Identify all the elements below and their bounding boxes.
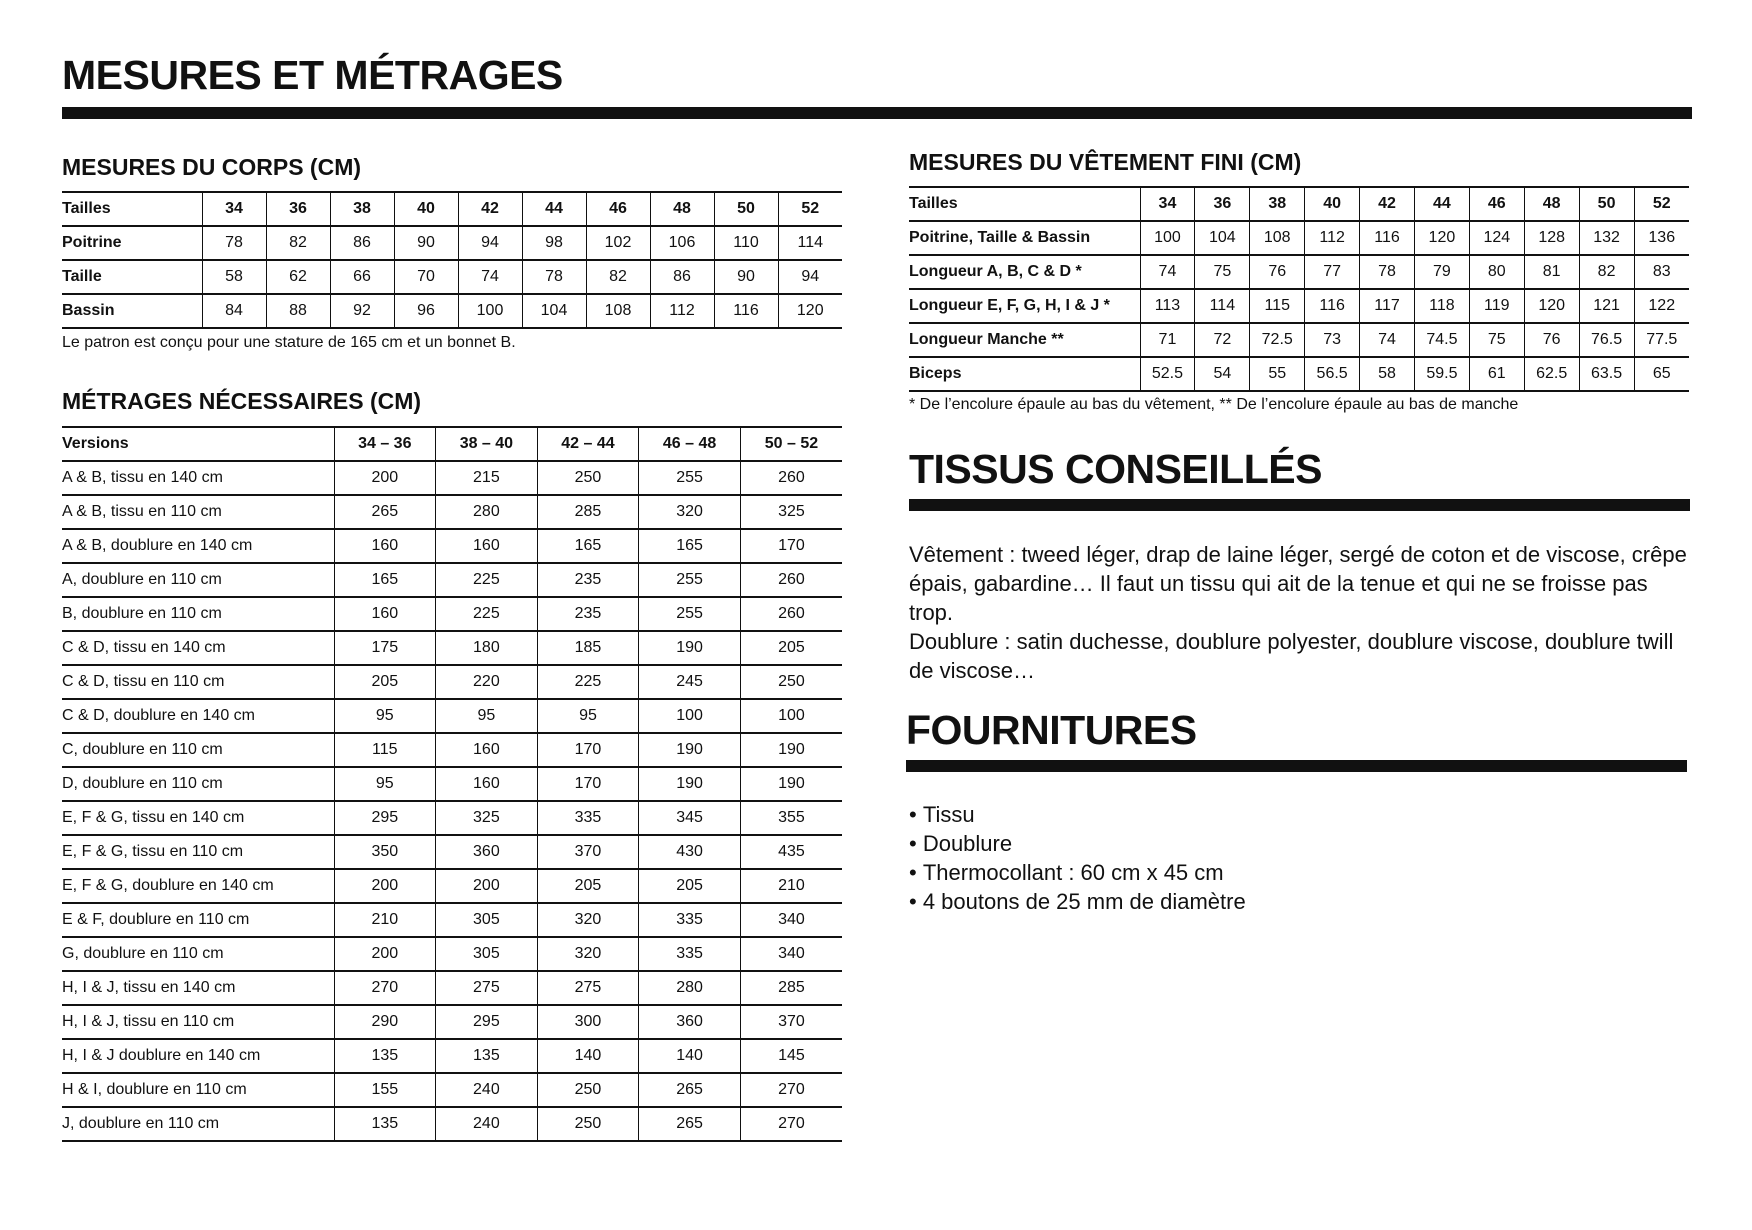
table-cell: 95 [334,767,436,801]
row-label: Longueur Manche ** [909,323,1140,357]
header-cell: 38 [1250,187,1305,221]
table-cell: 165 [334,563,436,597]
table-cell: 205 [334,665,436,699]
table-cell: 170 [740,529,842,563]
table-cell: 120 [778,294,842,328]
table-row [62,665,842,699]
table-cell: 265 [639,1073,741,1107]
table-cell: 325 [740,495,842,529]
table-cell: 250 [740,665,842,699]
table-cell: 360 [436,835,538,869]
table-cell: 119 [1469,289,1524,323]
table-cell: 58 [202,260,266,294]
table-cell: 200 [334,461,436,495]
table-cell: 113 [1140,289,1195,323]
fabrics-title: TISSUS CONSEILLÉS [909,446,1322,492]
table-cell: 77.5 [1634,323,1689,357]
table-cell: 71 [1140,323,1195,357]
table-cell: 106 [650,226,714,260]
table-cell: 76 [1524,323,1579,357]
table-cell: 205 [537,869,639,903]
supply-item: • 4 boutons de 25 mm de diamètre [909,887,1246,916]
table-cell: 275 [537,971,639,1005]
table-cell: 80 [1469,255,1524,289]
row-label: E, F & G, tissu en 110 cm [62,835,334,869]
table-cell: 135 [436,1039,538,1073]
table-cell: 240 [436,1073,538,1107]
row-label: Bassin [62,294,202,328]
table-cell: 170 [537,733,639,767]
header-label: Versions [62,427,334,461]
table-cell: 82 [1579,255,1634,289]
table-cell: 245 [639,665,741,699]
table-cell: 335 [537,801,639,835]
table-cell: 250 [537,1073,639,1107]
table-cell: 77 [1305,255,1360,289]
table-cell: 79 [1414,255,1469,289]
yardage-table [62,426,842,1142]
table-cell: 345 [639,801,741,835]
table-cell: 135 [334,1107,436,1141]
header-cell: 50 [714,192,778,226]
fabrics-rule [909,499,1690,511]
body-measurements-table [62,191,842,329]
header-cell: 52 [1634,187,1689,221]
header-cell: 38 [330,192,394,226]
table-cell: 225 [436,597,538,631]
supplies-rule [906,760,1687,772]
table-cell: 136 [1634,221,1689,255]
table-cell: 300 [537,1005,639,1039]
table-cell: 95 [334,699,436,733]
table-cell: 265 [334,495,436,529]
table-cell: 120 [1414,221,1469,255]
table-cell: 120 [1524,289,1579,323]
row-label: H, I & J doublure en 140 cm [62,1039,334,1073]
table-cell: 370 [537,835,639,869]
row-label: E & F, doublure en 110 cm [62,903,334,937]
table-cell: 95 [436,699,538,733]
supplies-title: FOURNITURES [906,707,1197,753]
table-cell: 225 [537,665,639,699]
garment-measurements-note: * De l’encolure épaule au bas du vêtement, ** De l’encolure épaule au bas de manche [909,396,1519,413]
table-cell: 70 [394,260,458,294]
supplies-list [909,800,1246,916]
header-cell: 46 [1469,187,1524,221]
table-row [909,289,1689,323]
table-cell: 86 [650,260,714,294]
table-cell: 260 [740,461,842,495]
table-cell: 355 [740,801,842,835]
table-cell: 260 [740,597,842,631]
header-cell: 36 [266,192,330,226]
row-label: C & D, doublure en 140 cm [62,699,334,733]
table-row [62,869,842,903]
table-cell: 72.5 [1250,323,1305,357]
table-cell: 132 [1579,221,1634,255]
row-label: G, doublure en 110 cm [62,937,334,971]
table-row [62,1005,842,1039]
table-row [62,226,842,260]
table-cell: 115 [334,733,436,767]
table-cell: 270 [740,1107,842,1141]
table-cell: 250 [537,1107,639,1141]
header-cell: 34 [1140,187,1195,221]
table-cell: 335 [639,937,741,971]
table-cell: 235 [537,597,639,631]
table-cell: 100 [639,699,741,733]
row-label: Longueur A, B, C & D * [909,255,1140,289]
table-cell: 295 [436,1005,538,1039]
table-row [909,323,1689,357]
row-label: A & B, doublure en 140 cm [62,529,334,563]
table-cell: 74 [1360,323,1415,357]
table-cell: 114 [1195,289,1250,323]
table-cell: 81 [1524,255,1579,289]
table-cell: 190 [639,733,741,767]
header-cell: 42 [1360,187,1415,221]
header-cell: 34 [202,192,266,226]
table-row [62,529,842,563]
table-cell: 74 [1140,255,1195,289]
table-cell: 76.5 [1579,323,1634,357]
table-row [62,563,842,597]
row-label: A & B, tissu en 110 cm [62,495,334,529]
table-cell: 430 [639,835,741,869]
table-cell: 98 [522,226,586,260]
table-cell: 55 [1250,357,1305,391]
table-row [62,801,842,835]
table-row [62,699,842,733]
header-cell: 40 [1305,187,1360,221]
garment-measurements-table [909,186,1689,392]
yardage-title: MÉTRAGES NÉCESSAIRES (CM) [62,388,422,414]
table-cell: 73 [1305,323,1360,357]
supply-item: • Doublure [909,829,1246,858]
table-cell: 360 [639,1005,741,1039]
table-cell: 100 [1140,221,1195,255]
table-row [62,835,842,869]
row-label: A, doublure en 110 cm [62,563,334,597]
table-row [62,495,842,529]
table-cell: 185 [537,631,639,665]
table-cell: 250 [537,461,639,495]
row-label: C, doublure en 110 cm [62,733,334,767]
table-cell: 104 [1195,221,1250,255]
table-header-row [62,427,842,461]
body-measurements-title: MESURES DU CORPS (CM) [62,154,362,180]
table-cell: 205 [740,631,842,665]
table-cell: 160 [436,767,538,801]
table-cell: 285 [740,971,842,1005]
table-cell: 82 [266,226,330,260]
table-cell: 255 [639,563,741,597]
table-cell: 190 [639,767,741,801]
table-cell: 63.5 [1579,357,1634,391]
table-cell: 160 [436,733,538,767]
table-cell: 86 [330,226,394,260]
table-cell: 165 [537,529,639,563]
table-cell: 124 [1469,221,1524,255]
table-header-row [909,187,1689,221]
fabrics-lining-text: Doublure : satin duchesse, doublure polyester, doublure viscose, doublure twill de viscose… [909,629,1674,683]
table-cell: 340 [740,903,842,937]
table-cell: 112 [1305,221,1360,255]
table-row [909,255,1689,289]
supply-item: • Thermocollant : 60 cm x 45 cm [909,858,1246,887]
table-cell: 83 [1634,255,1689,289]
fabrics-text [909,540,1689,685]
header-cell: 40 [394,192,458,226]
table-row [62,1039,842,1073]
table-cell: 52.5 [1140,357,1195,391]
row-label: D, doublure en 110 cm [62,767,334,801]
table-header-row [62,192,842,226]
table-cell: 270 [740,1073,842,1107]
header-cell: 36 [1195,187,1250,221]
table-cell: 200 [436,869,538,903]
table-cell: 220 [436,665,538,699]
table-row [62,767,842,801]
table-cell: 74 [458,260,522,294]
table-cell: 225 [436,563,538,597]
table-cell: 255 [639,461,741,495]
row-label: B, doublure en 110 cm [62,597,334,631]
table-cell: 110 [714,226,778,260]
header-cell: 38 – 40 [436,427,538,461]
garment-measurements-title: MESURES DU VÊTEMENT FINI (CM) [909,149,1302,175]
table-cell: 66 [330,260,394,294]
table-cell: 260 [740,563,842,597]
table-cell: 215 [436,461,538,495]
row-label: E, F & G, doublure en 140 cm [62,869,334,903]
header-cell: 48 [1524,187,1579,221]
table-cell: 235 [537,563,639,597]
header-cell: 34 – 36 [334,427,436,461]
table-cell: 165 [639,529,741,563]
table-cell: 75 [1469,323,1524,357]
table-cell: 305 [436,937,538,971]
body-measurements-note: Le patron est conçu pour une stature de 165 cm et un bonnet B. [62,334,516,351]
header-label: Tailles [909,187,1140,221]
table-cell: 435 [740,835,842,869]
table-cell: 108 [586,294,650,328]
header-cell: 52 [778,192,842,226]
supply-item: • Tissu [909,800,1246,829]
table-cell: 62.5 [1524,357,1579,391]
table-cell: 240 [436,1107,538,1141]
table-cell: 96 [394,294,458,328]
header-cell: 44 [1414,187,1469,221]
table-row [62,1073,842,1107]
table-cell: 175 [334,631,436,665]
table-cell: 95 [537,699,639,733]
table-cell: 155 [334,1073,436,1107]
header-cell: 42 – 44 [537,427,639,461]
table-cell: 84 [202,294,266,328]
table-cell: 94 [778,260,842,294]
table-cell: 160 [334,597,436,631]
table-cell: 76 [1250,255,1305,289]
table-cell: 335 [639,903,741,937]
header-cell: 48 [650,192,714,226]
table-row [62,631,842,665]
table-cell: 320 [537,937,639,971]
table-cell: 160 [436,529,538,563]
fabrics-garment-text: Vêtement : tweed léger, drap de laine léger, sergé de coton et de viscose, crêpe épais, gabardine… Il faut un tissu qui ait de la tenue et qui ne se froisse pas trop. [909,542,1687,625]
row-label: A & B, tissu en 140 cm [62,461,334,495]
table-cell: 210 [740,869,842,903]
table-cell: 270 [334,971,436,1005]
table-row [62,597,842,631]
table-cell: 190 [740,767,842,801]
row-label: Longueur E, F, G, H, I & J * [909,289,1140,323]
table-cell: 112 [650,294,714,328]
table-cell: 59.5 [1414,357,1469,391]
table-cell: 100 [740,699,842,733]
table-cell: 295 [334,801,436,835]
header-cell: 50 [1579,187,1634,221]
table-cell: 200 [334,937,436,971]
table-cell: 116 [1360,221,1415,255]
header-label: Tailles [62,192,202,226]
table-row [62,1107,842,1141]
table-cell: 104 [522,294,586,328]
row-label: Poitrine [62,226,202,260]
table-cell: 190 [740,733,842,767]
table-cell: 340 [740,937,842,971]
table-cell: 135 [334,1039,436,1073]
table-cell: 121 [1579,289,1634,323]
row-label: C & D, tissu en 140 cm [62,631,334,665]
table-cell: 102 [586,226,650,260]
table-cell: 54 [1195,357,1250,391]
table-cell: 128 [1524,221,1579,255]
table-row [62,971,842,1005]
table-cell: 140 [537,1039,639,1073]
table-cell: 118 [1414,289,1469,323]
row-label: Poitrine, Taille & Bassin [909,221,1140,255]
table-cell: 320 [537,903,639,937]
title-rule [62,107,1692,119]
table-cell: 90 [714,260,778,294]
table-cell: 108 [1250,221,1305,255]
table-cell: 116 [714,294,778,328]
table-cell: 325 [436,801,538,835]
table-cell: 280 [639,971,741,1005]
table-cell: 350 [334,835,436,869]
row-label: J, doublure en 110 cm [62,1107,334,1141]
table-cell: 78 [522,260,586,294]
table-cell: 145 [740,1039,842,1073]
table-cell: 117 [1360,289,1415,323]
table-cell: 305 [436,903,538,937]
table-row [62,260,842,294]
table-cell: 92 [330,294,394,328]
table-cell: 61 [1469,357,1524,391]
header-cell: 46 [586,192,650,226]
table-cell: 265 [639,1107,741,1141]
table-cell: 65 [1634,357,1689,391]
table-row [62,937,842,971]
table-cell: 255 [639,597,741,631]
table-cell: 78 [202,226,266,260]
row-label: Taille [62,260,202,294]
table-cell: 75 [1195,255,1250,289]
table-cell: 94 [458,226,522,260]
row-label: H, I & J, tissu en 110 cm [62,1005,334,1039]
table-cell: 180 [436,631,538,665]
table-cell: 170 [537,767,639,801]
table-cell: 370 [740,1005,842,1039]
header-cell: 44 [522,192,586,226]
table-cell: 280 [436,495,538,529]
header-cell: 46 – 48 [639,427,741,461]
table-cell: 62 [266,260,330,294]
table-row [62,903,842,937]
table-row [62,461,842,495]
table-row [909,221,1689,255]
row-label: H & I, doublure en 110 cm [62,1073,334,1107]
table-row [909,357,1689,391]
table-cell: 116 [1305,289,1360,323]
header-cell: 42 [458,192,522,226]
table-cell: 285 [537,495,639,529]
table-cell: 100 [458,294,522,328]
table-cell: 190 [639,631,741,665]
page-title: MESURES ET MÉTRAGES [62,52,563,98]
table-row [62,294,842,328]
table-cell: 90 [394,226,458,260]
header-cell: 50 – 52 [740,427,842,461]
table-row [62,733,842,767]
table-cell: 320 [639,495,741,529]
table-cell: 275 [436,971,538,1005]
table-cell: 200 [334,869,436,903]
table-cell: 160 [334,529,436,563]
table-cell: 210 [334,903,436,937]
row-label: Biceps [909,357,1140,391]
table-cell: 56.5 [1305,357,1360,391]
table-cell: 114 [778,226,842,260]
table-cell: 58 [1360,357,1415,391]
row-label: E, F & G, tissu en 140 cm [62,801,334,835]
table-cell: 82 [586,260,650,294]
table-cell: 78 [1360,255,1415,289]
table-cell: 115 [1250,289,1305,323]
row-label: H, I & J, tissu en 140 cm [62,971,334,1005]
table-cell: 140 [639,1039,741,1073]
table-cell: 290 [334,1005,436,1039]
table-cell: 122 [1634,289,1689,323]
table-cell: 205 [639,869,741,903]
table-cell: 72 [1195,323,1250,357]
row-label: C & D, tissu en 110 cm [62,665,334,699]
table-cell: 88 [266,294,330,328]
table-cell: 74.5 [1414,323,1469,357]
